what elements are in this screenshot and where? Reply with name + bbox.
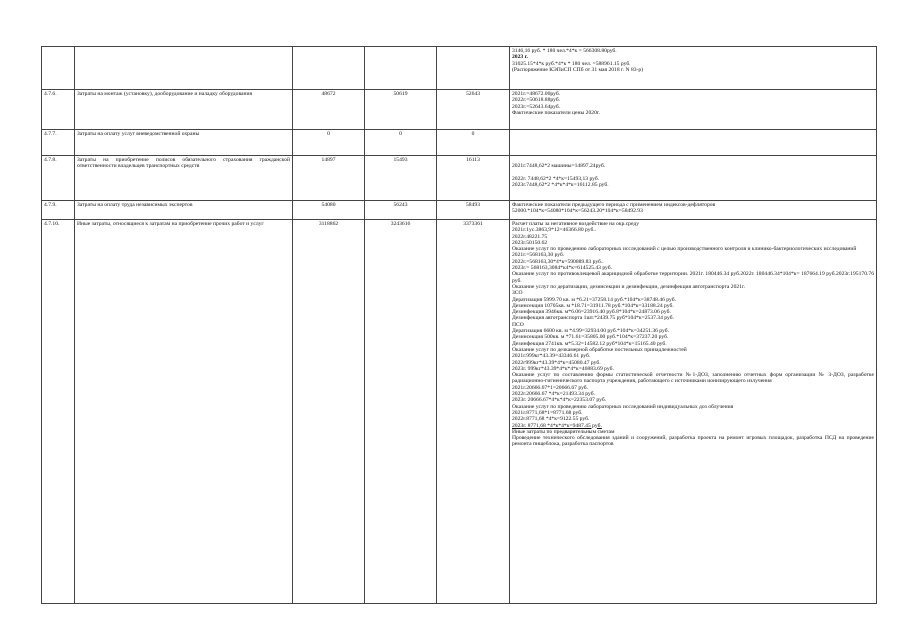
calculation-line: 52000.*104*к=54080*104*к=56243.20*104*к=58492.93 — [512, 208, 643, 215]
calculation-line: 2021г.20666.67*1=20666.67 руб. — [512, 384, 589, 391]
calculation-line: 2023г. 20666.67*4*к*4*к=22353.07 руб. — [512, 397, 607, 404]
calculation-line: 2023г.= 568163,3084*к4*к=614525.43 руб. — [512, 265, 613, 272]
value-2023-cell: 3373361 — [437, 220, 510, 604]
value-2021-cell — [293, 47, 365, 90]
calculation-line: 2021г.=568163,30 руб. — [512, 252, 565, 259]
value-2022-cell: 3243616 — [365, 220, 437, 604]
calculation-cell — [510, 47, 877, 90]
calculation-line: 2023г. 8771,68 *4*к*4*к=9487.45 руб. — [512, 422, 602, 429]
calculation-line: 2022г.48221.75 — [512, 233, 548, 240]
calculation-line: Оказание услуг по дератизации, дезинсекции и дезинфекции, дезинфекция автотранспорта 2021г. — [512, 283, 746, 290]
value-2023-cell: 16113 — [437, 156, 510, 201]
table-row — [42, 130, 877, 156]
calculation-line: 2021г.999кг*43.39=43346.61 руб. — [512, 353, 591, 360]
calculation-line: 2022г.20666.67 *4*к=21493.34 руб. — [512, 391, 595, 398]
calculation-line: Оказание услуг по проведению лабораторных исследований с целью производственного контроля и клинико-бактериологических исследований — [512, 246, 857, 253]
value-2021-cell: 0 — [293, 130, 365, 156]
calculation-line: Дератизация 5999.70 кв. м *6.21=37258.14 руб.*104*к=38748.46 руб. — [512, 296, 676, 303]
calculation-line: 3146,16 руб. * 180 чел.*4*к = 566308.80руб. — [512, 48, 617, 54]
value-2022-cell: 15493 — [365, 156, 437, 201]
calculation-line: 2022г999кг*43.39*4*к=45080.47 руб. — [512, 359, 601, 366]
item-number-cell: 4.7.8. — [42, 156, 75, 201]
calculation-line: 2022г.=50618.88руб. — [512, 97, 561, 104]
item-number-cell: 4.7.6. — [42, 90, 75, 130]
calculation-line: Фактические показатели предыдущего периода с применением индексов-дефляторов — [512, 202, 716, 208]
item-name-cell: Затраты на оплату услуг вневедомственной охраны — [75, 130, 293, 156]
value-2021-cell: 48672 — [293, 90, 365, 130]
value-2022-cell: 50619 — [365, 90, 437, 130]
calculation-line: Дезинфекция автотранспорта 1шт.*2439.75 руб*104*к=2537.34 руб. — [512, 315, 674, 322]
calculation-line: 2021г.=48672.00руб. — [512, 91, 561, 97]
calculation-line: Иные затраты по предварительным сметам — [512, 428, 615, 435]
value-2021-cell: 14897 — [293, 156, 365, 201]
calculation-cell — [510, 90, 877, 130]
cost-table-body — [42, 47, 877, 604]
calculation-line: Дератизация 6600 кв. м *4.99=32934.00 руб.*104*к=34251.36 руб. — [512, 328, 669, 335]
calculation-line: Дезинсекция 10705кв. м *18.71=31911.78 руб.*104*к=33188.24 руб. — [512, 302, 674, 309]
item-name-cell: Затраты на монтаж (установку), дооборудование и наладку оборудования — [75, 90, 293, 130]
calculation-line: Оказание услуг по дезкамерной обработке постельных принадлежностей — [512, 346, 687, 353]
calculation-line: 2021г.7448,62*2 машины=14897.24руб. — [512, 163, 606, 170]
value-2022-cell — [365, 47, 437, 90]
calculation-cell — [510, 156, 877, 201]
item-number-cell: 4.7.9. — [42, 201, 75, 220]
cost-table — [41, 46, 877, 604]
calculation-line: 2023г.50150.62 — [512, 239, 548, 246]
calculation-cell — [510, 201, 877, 220]
table-row — [42, 201, 877, 220]
item-name-cell — [75, 47, 293, 90]
calculation-line: Фактические показатели цены 2020г. — [512, 109, 600, 116]
calculation-line: Расчет платы за негативное воздействие на окр.среду — [512, 221, 640, 227]
value-2023-cell — [437, 47, 510, 90]
value-2023-cell: 58493 — [437, 201, 510, 220]
calculation-line: Дезинсекция 500кв. м *71.61=35805.00 руб.*104*к=37237.20 руб. — [512, 334, 669, 341]
item-name-cell: Затраты на оплату труда независимых экспертов — [75, 201, 293, 220]
value-2022-cell: 56243 — [365, 201, 437, 220]
calculation-line: 2023 г. — [512, 54, 528, 61]
calculation-line: ПСО — [512, 321, 524, 328]
calculation-line: 2022г.=568163,30*4*к=590889.83 руб.. — [512, 258, 604, 265]
calculation-line: (Распоряжение КЭПиСП СПб от 31 мая 2018 г. N 83-р) — [512, 66, 644, 73]
calculation-line: Оказание услуг по составлению формы статистической отчетности №1-ДОЗ, заполнению отчетных форм организации № 3-ДОЗ, разработке радиационно-гигиенического паспорта учреждения, работающего с источниками ионизирующего излучения — [512, 372, 874, 385]
calculation-line: Проведение технического обследования зданий и сооружений, разработка проекта на ремонт игровых площадок, разработка ПСД на проведение ремонта пищеблока, разработка паспортов — [512, 435, 874, 448]
value-2023-cell: 0 — [437, 130, 510, 156]
value-2023-cell: 52643 — [437, 90, 510, 130]
calculation-line: ЗСО — [512, 290, 523, 297]
calculation-line: 31025.15*4*к руб.*4*к * 180 чел. =588961.15 руб. — [512, 60, 631, 67]
item-name-cell: Иные затраты, относящиеся к затратам на приобретение прочих работ и услуг — [75, 220, 293, 604]
calculation-line: 2021г.8771,68*1=8771.68 руб. — [512, 409, 583, 416]
table-row — [42, 47, 877, 90]
item-number-cell: 4.7.7. — [42, 130, 75, 156]
calculation-line: 2022г.8771,68 *4*к=9122.55 руб. — [512, 416, 590, 423]
table-row — [42, 90, 877, 130]
value-2021-cell: 3118862 — [293, 220, 365, 604]
calculation-line: 2021г.1ус.3863,9*12=46366.80 руб.. — [512, 227, 597, 234]
calculation-line: Оказание услуг по проведению лабораторных исследований индивидуальных доз облучения — [512, 403, 734, 410]
calculation-cell — [510, 220, 877, 604]
table-row — [42, 220, 877, 604]
calculation-line: Дезинфекция 2741кв. м*5.32=14582.12 руб*104*к=15165.40 руб. — [512, 340, 667, 347]
calculation-cell — [510, 130, 877, 156]
value-2022-cell: 0 — [365, 130, 437, 156]
calculation-line: 2022г. 7448,62*2 *4*к=15493,13 руб. — [512, 175, 600, 182]
value-2021-cell: 54080 — [293, 201, 365, 220]
item-number-cell: 4.7.10. — [42, 220, 75, 604]
item-name-cell: Затраты на приобретение полисов обязательного страхования гражданской ответственности владельцев транспортных средств — [75, 156, 293, 201]
calculation-line: Дезинфекция 3946кв. м*6.06=23916.40 руб.8*104*к=24873.06 руб. — [512, 309, 671, 316]
item-number-cell — [42, 47, 75, 90]
calculation-line: 2023г.=52643.64руб. — [512, 103, 561, 110]
calculation-line: 2023г.7448,62*2 *4*к*4*к=16112.85 руб. — [512, 182, 609, 189]
calculation-line: 2023г. 999кг*43.39*4*к*4*к=46883.69 руб. — [512, 365, 614, 372]
calculation-line: Оказание услуг по противоклещевой акарицидной обработке территории. 2021г. 180446.34 руб.2022г. 180446.34*104*к= 187664.19 руб.2023г.195170.76 руб. — [512, 271, 874, 284]
table-row — [42, 156, 877, 201]
